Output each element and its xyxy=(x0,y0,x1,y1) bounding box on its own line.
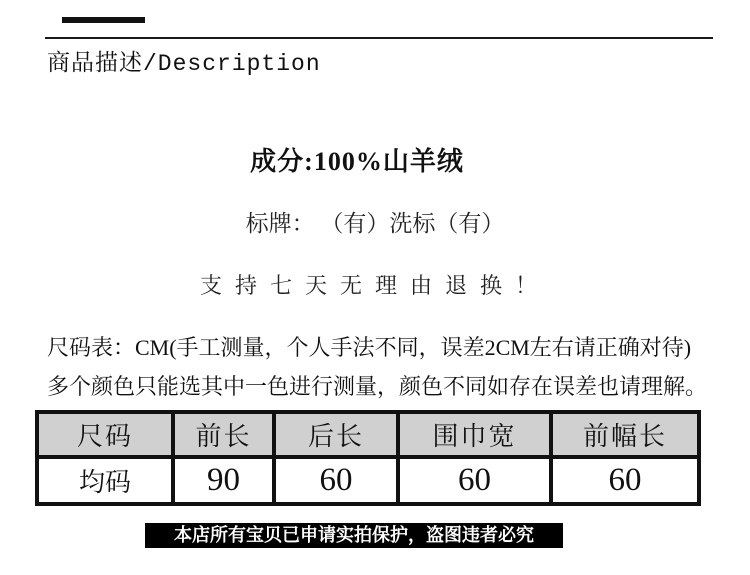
size-table xyxy=(35,410,701,506)
size-table-header-size: 尺码 xyxy=(37,412,173,457)
composition-text: 成分:100%山羊绒 xyxy=(250,147,464,176)
size-table-header-back-length: 后长 xyxy=(274,412,398,457)
size-table-cell-back-length: 60 xyxy=(274,457,398,504)
size-table-cell-scarf-width: 60 xyxy=(398,457,551,504)
labels-text: 标牌： （有）洗标（有） xyxy=(245,211,505,236)
size-table-header-scarf-width: 围巾宽 xyxy=(398,412,551,457)
size-table-cell-size: 均码 xyxy=(37,457,173,504)
size-table-data-row xyxy=(37,457,699,504)
size-table-cell-front-panel-length: 60 xyxy=(551,457,699,504)
size-chart-note-line2: 多个颜色只能选其中一色进行测量，颜色不同如存在误差也请理解。 xyxy=(47,374,708,399)
size-table-header-front-length: 前长 xyxy=(173,412,274,457)
header-divider-line xyxy=(45,37,713,39)
return-policy-text: 支持七天无理由退换！ xyxy=(199,273,550,298)
size-table-header-row xyxy=(37,412,699,457)
size-table-cell-front-length: 90 xyxy=(173,457,274,504)
anti-theft-banner: 本店所有宝贝已申请实拍保护，盗图违者必究 xyxy=(145,523,563,548)
page-title: 商品描述/Description xyxy=(47,51,321,77)
top-accent-bar xyxy=(62,17,145,23)
size-table-header-front-panel-length: 前幅长 xyxy=(551,412,699,457)
size-chart-note-line1: 尺码表：CM(手工测量，个人手法不同，误差2CM左右请正确对待) xyxy=(47,335,692,360)
